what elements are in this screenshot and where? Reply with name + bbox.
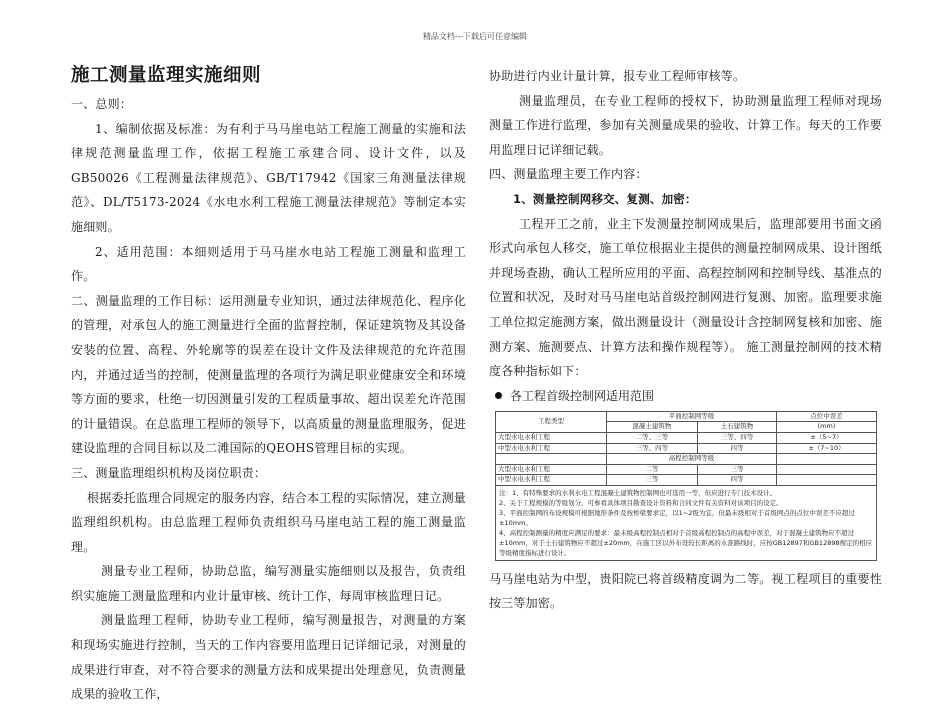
table-header-elevation: 高程控制网等级 xyxy=(606,454,776,465)
table-header-unit: (mm) xyxy=(777,422,877,433)
paragraph-control-network: 工程开工之前，业主下发测量控制网成果后，监理部要用书面文函形式向承包人移交，施工单位根据业主提供的测量控制网成果、设计图纸并现场查勘，确认工程所应用的平面、高程控制网和控制导线、基准点的位置和状况，及时对马马崖电站首级控制网进行复测、加密。监理要求施工单位拟定施测方案，做出测量设计（测量设计含控制网复核和加密、施测方案、施测要点、计算方法和操作规程等）。 施工测量控制网的技术精度各种指标如下： xyxy=(489,216,882,379)
table-header-earth: 土石建筑物 xyxy=(697,422,776,433)
left-column xyxy=(71,64,466,707)
table-cell: 中型水电水利工程 xyxy=(496,443,607,454)
table-cell xyxy=(777,464,877,475)
table-header-error: 点位中误差 xyxy=(777,411,877,422)
table-header-plane: 平面控制网等级 xyxy=(606,411,776,422)
bullet-text: 各工程首级控制网适用范围 xyxy=(510,388,655,403)
table-row xyxy=(496,443,877,454)
paragraph-continuation: 协助进行内业计量计算，报专业工程师审核等。 xyxy=(489,69,746,83)
section-3-heading: 三、测量监理组织机构及岗位职责： xyxy=(71,465,267,480)
table-note: 注：1、有特殊要求的水利水电工程混凝土建筑物控制网也可选用一等，但应进行专门技术设计。 xyxy=(499,488,777,497)
table-cell: 四等 xyxy=(697,475,776,486)
table-note: 2、关于工程规模的等级划分，可参看具体项目勘查设计资料和合同文件有关资料对该项目的设定。 xyxy=(499,498,783,507)
header-note: 精品文档---下载后可任意编辑 xyxy=(422,32,528,41)
table-row xyxy=(496,485,877,560)
table-cell: 三等、四等 xyxy=(697,432,776,443)
section-4-heading: 四、测量监理主要工作内容： xyxy=(489,167,648,182)
subsection-1-heading: 1、测量控制网移交、复测、加密： xyxy=(513,191,697,206)
paragraph-basis: 1、编制依据及标准：为有利于马马崖电站工程施工测量的实施和法律规范测量监理工作，依据工程施工承建合同、设计文件，以及GB50026《工程测量法律规范》、GB/T17942《国家三角测量法律规范》、DL/T5173-2024《水电水利工程施工测量法律规范》等制定本实施细则。 xyxy=(71,121,466,234)
table-row xyxy=(496,432,877,443)
paragraph-scope: 2、适用范围：本细则适用于马马崖水电站工程施工测量和监理工作。 xyxy=(71,244,466,284)
paragraph-supervision-engineer: 测量监理工程师，协助专业工程师，编写测量报告，对测量的方案和现场实施进行控制，当天的工作内容要用监理日记详细记录，对测量的成果进行审查，对不符合要求的测量方法和成果提出处理意见，负责测量成果的验收工作， xyxy=(71,613,466,702)
table-notes xyxy=(496,485,877,560)
document-title: 施工测量监理实施细则 xyxy=(71,65,262,86)
paragraph-organization: 根据委托监理合同规定的服务内容，结合本工程的实际情况，建立测量监理组织机构。由总监理工程师负责组织马马崖电站工程的施工测量监理。 xyxy=(71,490,466,554)
table-cell: ±（7~10） xyxy=(777,443,877,454)
bullet-icon xyxy=(495,392,502,399)
table-cell: 中型水电水利工程 xyxy=(496,475,607,486)
paragraph-supervisor: 测量监理员，在专业工程师的授权下，协助测量监理工程师对现场测量工作进行监理，参加有关测量成果的验收、计算工作。每天的工作要用监理日记详细记载。 xyxy=(489,93,882,157)
paragraph-specialist-engineer: 测量专业工程师，协助总监，编写测量实施细则以及报告，负责组织实施施工测量监理和内业计量审核、统计工作，每周审核监理日记。 xyxy=(71,564,466,603)
table-cell xyxy=(777,475,877,486)
table-row xyxy=(496,454,877,465)
section-2-goals: 二、测量监理的工作目标：运用测量专业知识，通过法律规范化、程序化的管理，对承包人的施工测量进行全面的监督控制，保证建筑物及其设备安装的位置、高程、外轮廓等的误差在设计文件及法律规范的允许范围内，并通过适当的控制，使测量监理的各项行为满足职业健康安全和环境等方面的要求，杜绝一切因测量引发的工程质量事故、超出误差允许范围的计量错误。在总监理工程师的领导下，以高质量的测量监理服务，促进建设监理的合同目标以及二滩国际的QEOHS管理目标的实现。 xyxy=(71,293,466,456)
table-cell xyxy=(777,454,877,465)
table-note: 4、高程控制测量的精度应满足的要求：最末级高程控制点相对于首级高程控制点的高程中误差，对于混凝土建筑物应不超过±10mm，对于土石建筑物应不超过±20mm，在施工区以外布设较长距离的水准路线时，应按GB12897和GB12898规定的相应等级精度指标进行设计。 xyxy=(499,528,873,557)
table-header-project: 工程类型 xyxy=(496,411,607,432)
table-note: 3、平面控制网的布设规模可根据地形条件及按桥梁要求定，以1~2级为宜，但最末级相对于首级网点的点位中误差不应超过±10mm。 xyxy=(499,508,855,527)
table-cell: 三等 xyxy=(697,464,776,475)
bullet-item xyxy=(489,384,882,408)
table-cell: 四等 xyxy=(697,443,776,454)
section-1-heading: 一、总则： xyxy=(71,97,133,111)
table-cell: 大型水电水利工程 xyxy=(496,464,607,475)
table-cell: 三等、四等 xyxy=(606,443,697,454)
table-header-concrete: 混凝土建筑物 xyxy=(606,422,697,433)
table-row xyxy=(496,411,877,422)
table-cell: 二等、三等 xyxy=(606,432,697,443)
control-network-table xyxy=(495,411,877,561)
table-row xyxy=(496,475,877,486)
table-cell: ±（5~7） xyxy=(777,432,877,443)
table-cell: 大型水电水利工程 xyxy=(496,432,607,443)
right-column xyxy=(489,64,882,616)
table-cell: 三等 xyxy=(606,475,697,486)
paragraph-conclusion: 马马崖电站为中型，贵阳院已将首级精度调为二等。视工程项目的重要性按三等加密。 xyxy=(489,571,882,611)
table-cell: 二等 xyxy=(606,464,697,475)
table-row xyxy=(496,464,877,475)
table-cell xyxy=(496,454,607,465)
